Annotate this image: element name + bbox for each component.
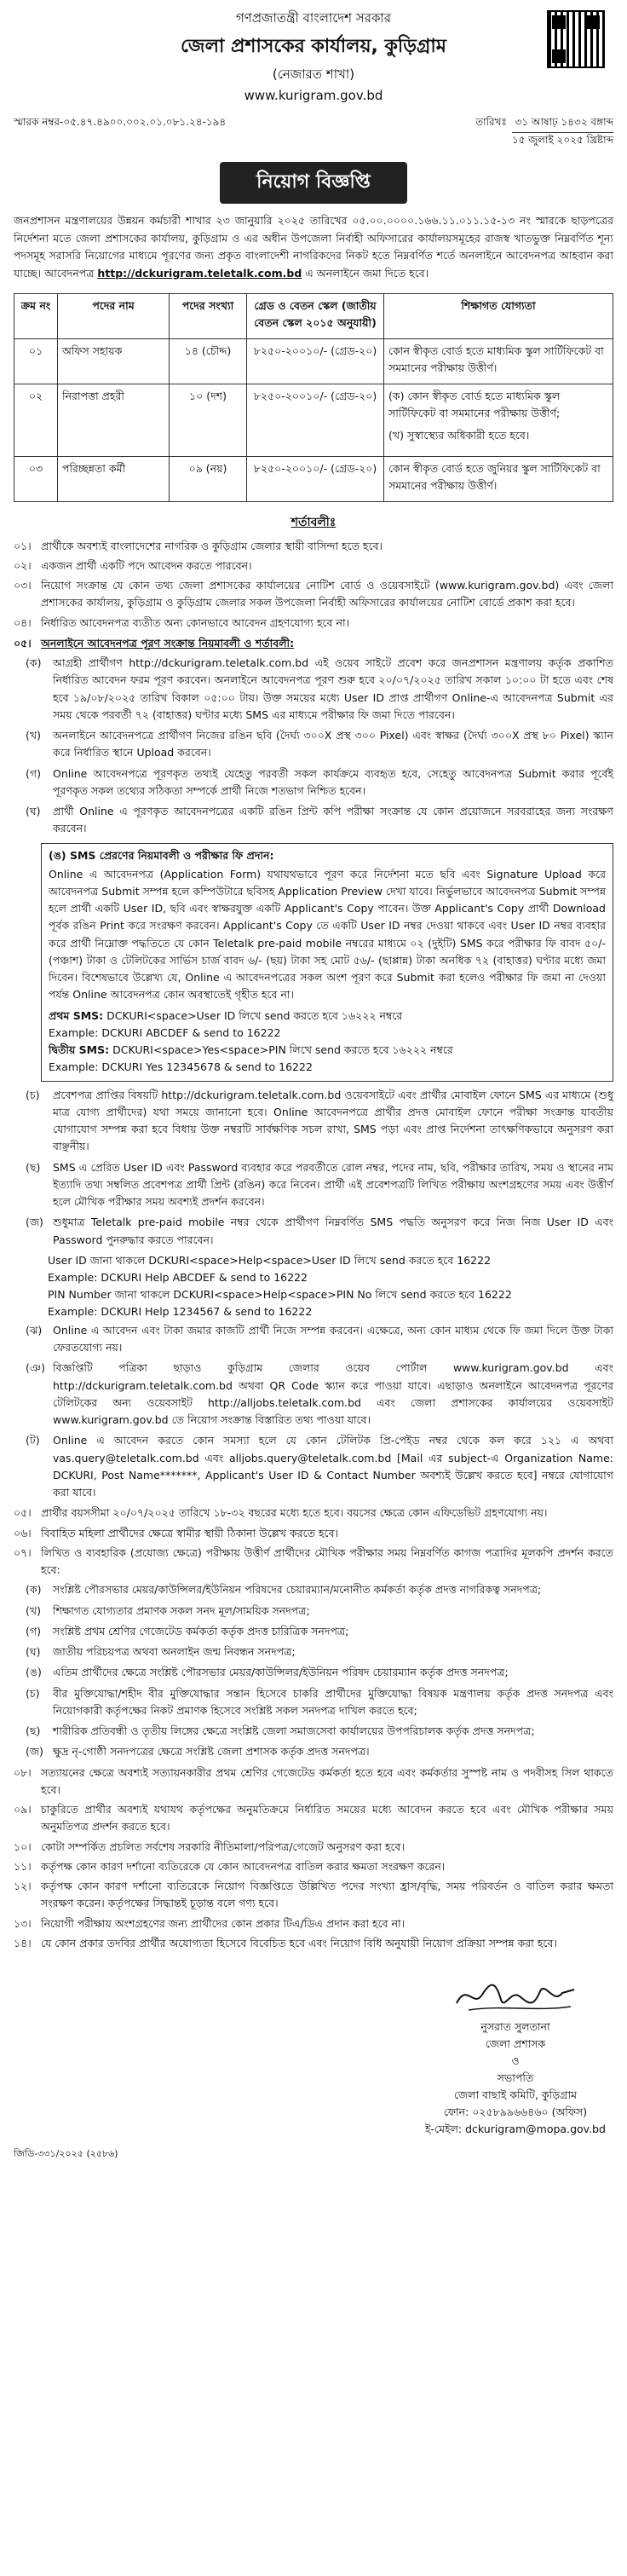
row-post: নিরাপত্তা প্রহরী (58, 384, 170, 456)
rule-item (26, 1159, 613, 1211)
condition-number: ০৬। (14, 1526, 32, 1539)
rule-text: প্রবেশপত্র প্রাপ্তির বিষয়টি http://dckurigram.teletalk.com.bd ওয়েবসাইটে এবং প্রার্থীর মোবাইল ফোনে SMS এর মাধ্যমে (শুধু মাত্র যোগ্য প্রার্থীদের) যথা সময়ে জানানো হবে। Online আবেদনপত্রে প্রার্থীর প্রদত্ত মোবাইল ফোনে পরীক্ষা সংক্রান্ত যাবতীয় যোগাযোগ সম্পন্ন করা হবে বিধায় উক্ত নম্বরটি সার্বক্ষণিক সচল রাখা, SMS পড়া এবং প্রাপ্ত নির্দেশনা তাৎক্ষণিকভাবে অনুসরণ করা বাঞ্ছনীয়। (53, 1088, 613, 1153)
condition-text: যে কোন প্রকার তদবির প্রার্থীর অযোগ্যতা হিসেবে বিবেচিত হবে এবং নিয়োগ বিধি অনুযায়ী নিয়োগ প্রক্রিয়া সম্পন্ন করা হবে। (41, 1936, 557, 1949)
application-url-link[interactable]: http://dckurigram.teletalk.com.bd (97, 266, 302, 280)
document-text: শিক্ষাগত যোগ্যতার প্রমাণক সকল সনদ মূল/সাময়িক সনদপত্র; (53, 1603, 310, 1617)
row-serial: ০৩ (14, 456, 58, 501)
reference-row (14, 115, 613, 150)
condition-number: ১০। (14, 1840, 32, 1853)
letterhead (14, 9, 613, 103)
condition-text: নিয়োগী পরীক্ষায় অংশগ্রহণের জন্য প্রার্থীদের কোন প্রকার টিএ/ডিএ প্রদান করা হবে না। (41, 1916, 406, 1930)
row-count: ১৪ (চৌদ্দ) (170, 338, 247, 384)
row-count: ০৯ (নয়) (170, 456, 247, 501)
condition-item (14, 615, 613, 632)
condition-number: ১১। (14, 1859, 32, 1873)
row-qualification (384, 456, 613, 501)
document-item (26, 1581, 613, 1598)
conditions-list-b (14, 1505, 613, 1579)
intro-text-1: জনপ্রশাসন মন্ত্রণালয়ের উন্নয়ন কর্মচারী শাখার ২৩ জানুয়ারি ২০২৫ তারিখের ০৫.০০.০০০০.১৬৬.১১.০১১.১৫-১৩ নং স্মারকে ছাড়পত্রের নির্দেশনা মতে জেলা প্রশাসকের কার্যালয়, কুড়িগ্রাম ও এর অধীন উপজেলা নির্বাহী অফিসারের কার্যালয়সমূহের রাজস্ব খাতভুক্ত নিম্নবর্ণিত শূন্য পদসমূহ সরাসরি নিয়োগের মাধ্যমে পূরণের জন্য প্রকৃত বাংলাদেশী নাগরিকদের নিকট হতে নিম্নবর্ণিত শর্তে অনলাইনে আবেদনপত্র আহবান করা যাচ্ছে। আবেদনপত্র (14, 214, 613, 280)
rule-text: শুধুমাত্র Teletalk pre-paid mobile নম্বর থেকে প্রার্থীগণ নিম্নবর্ণিত SMS পদ্ধতি অনুসরণ করে নিজ নিজ User ID এবং Password পুনরুদ্ধার করতে পারবেন। (53, 1216, 613, 1246)
qualification-item: (ক) কোন স্বীকৃত বোর্ড হতে মাধ্যমিক স্কুল সার্টিফিকেট বা সমমানের পরীক্ষায় উত্তীর্ণ; (388, 389, 561, 419)
document-item (26, 1664, 613, 1681)
document-text: বীর মুক্তিযোদ্ধা/শহীদ বীর মুক্তিযোদ্ধার সন্তান হিসেবে চাকরি প্রার্থীদের মুক্তিযোদ্ধা বিষয়ক মন্ত্রণালয় কর্তৃক প্রদত্ত সনদপত্র এবং নিয়োগকারী কর্তৃপক্ষের নিকট প্রমাণক হিসেবে সংশ্লিষ্ট সকল সনদপত্র দাখিল করতে হবে; (53, 1686, 613, 1717)
footer (14, 2146, 613, 2163)
condition-number: ০৫। (14, 1506, 32, 1520)
rule-text: বিজ্ঞপ্তিটি পত্রিকা ছাড়াও কুড়িগ্রাম জেলার ওয়েব পোর্টাল www.kurigram.gov.bd এবং http://dckurigram.teletalk.com.bd অথবা QR Code স্ক্যান করে পাওয়া যাবে। এছাড়াও অনলাইনে আবেদনপত্র পূরণের টেলিটকের অন্য ওয়েবসাইট http://alljobs.teletalk.com.bd এবং জেলা প্রশাসকের কার্যালয়ের ওয়েবসাইট www.kurigram.gov.bd তে নিয়োগ সংক্রান্ত বিস্তারিত তথ্য পাওয়া যাবে। (53, 1361, 613, 1426)
document-text: সংশ্লিষ্ট প্রথম শ্রেণির গেজেটেড কর্মকর্তা কর্তৃক প্রদত্ত চারিত্রিক সনদপত্র; (53, 1624, 349, 1637)
document-number: (চ) (26, 1686, 40, 1700)
online-rules-list-3 (14, 1322, 613, 1502)
row-qualification (384, 338, 613, 384)
condition-item (14, 1505, 613, 1522)
rule-number: (ক) (26, 656, 42, 669)
rule-text: Online এ আবেদন করতে কোন সমস্যা হলে যে কোন টেলিটক প্রি-পেইড নম্বর থেকে কল করে ১২১ এ অথবা vas.query@teletalk.com.bd এবং alljobs.query@teletalk.com.bd [Mail এর subject-এ Organization Name: DCKURI, Post Name*******, Applicant's User ID & Contact Number অবশ্যই উল্লেখ করতে হবে] নম্বরে যোগাযোগ করা যাবে। (53, 1434, 613, 1499)
qualification-item: (খ) সুস্বাস্থ্যের অধিকারী হতে হবে। (388, 428, 530, 442)
row-post: অফিস সহায়ক (58, 338, 170, 384)
condition-number: ১৩। (14, 1916, 32, 1930)
branch-name: (নেজারত শাখা) (272, 66, 355, 82)
signatory-designation: জেলা প্রশাসক (485, 2037, 546, 2050)
document-number: (গ) (26, 1624, 41, 1637)
online-rules-list (14, 655, 613, 838)
condition-text: প্রার্থীর বয়সসীমা ২০/০৭/২০২৫ তারিখে ১৮-৩২ বছরের মধ্যে হতে হবে। বয়সের ক্ষেত্রে কোন এফিডেভিট গ্রহণযোগ্য নয়। (41, 1506, 548, 1520)
document-item (26, 1723, 613, 1740)
intro-paragraph (14, 212, 613, 283)
rule-item (26, 1087, 613, 1156)
condition-text: চাকুরিতে প্রার্থীর অবশ্যই যথাযথ কর্তৃপক্ষের অনুমতিক্রমে নির্ধারিত সময়ের মধ্যে আবেদন করতে হবে এবং মৌখিক পরীক্ষার সময় অনুমতিপত্র প্রদর্শন করতে হবে। (41, 1803, 613, 1834)
condition-number: ০২। (14, 558, 32, 572)
rule-text: অনলাইনে আবেদনপত্রে প্রার্থীগণ নিজের রঙিন ছবি (দৈর্ঘ্য ৩০০X প্রস্থ ৩০০ Pixel) এবং স্বাক্ষর (দৈর্ঘ্য ৩০০X প্রস্থ ৮০ Pixel) স্ক্যান করে নির্ধারিত স্থানে Upload করবেন। (53, 729, 613, 760)
first-sms-label: প্রথম SMS: (49, 1008, 104, 1022)
date-bangla: ৩১ আষাঢ় ১৪৩২ বঙ্গাব্দ (515, 116, 613, 128)
second-sms-format: DCKURI<space>Yes<space>PIN লিখে send করতে হবে ১৬২২২ নম্বরে (112, 1043, 453, 1056)
document-number: (ক) (26, 1583, 42, 1597)
handwritten-signature (417, 1972, 613, 2019)
condition-text: প্রার্থীকে অবশ্যই বাংলাদেশের নাগরিক ও কুড়িগ্রাম জেলার স্থায়ী বাসিন্দা হতে হবে। (41, 539, 383, 552)
condition-item (14, 1545, 613, 1580)
condition-item (14, 1839, 613, 1856)
recovery-pin-format: PIN Number জানা থাকলে DCKURI<space>Help<space>PIN No লিখে send করতে হবে 16222 (48, 1287, 512, 1301)
condition-text: সত্যায়নের ক্ষেত্রে অবশ্যই সত্যায়নকারীর প্রথম শ্রেণির গেজেটেড কর্মকর্তা হতে হবে এবং কর্মকর্তার সুস্পষ্ট নাম ও পদবীসহ সিল থাকতে হবে। (41, 1765, 613, 1796)
condition-item (14, 1801, 613, 1836)
row-scale: ৮২৫০-২০০১০/- (গ্রেড-২০) (247, 338, 384, 384)
condition-number: ০৭। (14, 1545, 32, 1559)
condition-number: ১২। (14, 1880, 32, 1892)
rule-item (26, 727, 613, 762)
sms-rules-box (41, 843, 613, 1082)
first-sms-format: DCKURI<space>User ID লিখে send করতে হবে ১৬২২২ নম্বরে (106, 1008, 403, 1022)
qualification-item: কোন স্বীকৃত বোর্ড হতে মাধ্যমিক স্কুল সার্টিফিকেট বা সমমানের পরীক্ষায় উত্তীর্ণ। (388, 344, 604, 374)
sms-rules-text: Online এ আবেদনপত্র (Application Form) যথাযথভাবে পূরণ করে নির্দেশনা মতে ছবি এবং Signature Upload করে আবেদনপত্র Submit সম্পন্ন হলে কম্পিউটারে ছবিসহ Application Preview দেখা যাবে। নির্ভুলভাবে আবেদনপত্র Submit সম্পন্ন হলে প্রার্থী একটি User ID, ছবি এবং স্বাক্ষরযুক্ত একটি Applicant's Copy পাবেন। উক্ত Applicant's Copy প্রার্থী Download পূর্বক রঙিন Print করে সংরক্ষণ করবেন। Applicant's Copy তে একটি User ID নম্বর দেওয়া থাকবে এবং User ID নম্বর ব্যবহার করে প্রার্থী নিম্নোক্ত পদ্ধতিতে যে কোন Teletalk pre-paid mobile নম্বরের মাধ্যমে ০২ (দুইটি) SMS করে পরীক্ষার ফি বাবদ ৫০/- (পঞ্চাশ) টাকা ও টেলিটকের সার্ভিস চার্জ বাবদ ৬/- (ছয়) টাকা সহ মোট ৫৬/- (ছাপ্পান্ন) টাকা অনধিক ৭২ (বাহাত্তর) ঘণ্টার মধ্যে জমা দিবেন। বিশেষভাবে উল্লেখ্য যে, Online এ আবেদনপত্রের সকল অংশ পূরণ করে Submit করা হলেও পরীক্ষার ফি জমা না দেওয়া পর্যন্ত Online আবেদনপত্র কোন অবস্থাতেই গৃহীত হবে না। (49, 867, 606, 1002)
document-item (26, 1603, 613, 1620)
conditions-list-c (14, 1765, 613, 1953)
table-row (14, 456, 613, 501)
condition-item (14, 557, 613, 575)
condition-number: ০১। (14, 539, 32, 552)
office-name: জেলা প্রশাসকের কার্যালয়, কুড়িগ্রাম (180, 36, 447, 57)
notice-title: নিয়োগ বিজ্ঞপ্তি (220, 162, 407, 204)
vacancy-table (14, 293, 613, 502)
rule-number: (চ) (26, 1088, 40, 1101)
qr-code-icon[interactable] (547, 10, 605, 68)
rule-item (26, 765, 613, 800)
memo-number: স্মারক নম্বর-০৫.৪৭.৪৯০০.০০২.০১.০৮১.২৪-১৯৪ (14, 116, 227, 128)
document-number: (ছ) (26, 1724, 41, 1737)
row-post: পরিচ্ছন্নতা কর্মী (58, 456, 170, 501)
date-label: তারিখঃ (475, 116, 507, 128)
rule-item (26, 1322, 613, 1357)
condition-text: নিয়োগ সংক্রান্ত যে কোন তথ্য জেলা প্রশাসকের কার্যালয়ের নোটিশ বোর্ড ও ওয়েবসাইটে (www.kurigram.gov.bd) এবং জেলা প্রশাসকের কার্যালয়, কুড়িগ্রাম ও কুড়িগ্রাম জেলার সকল উপজেলা নির্বাহী অফিসারের কার্যালয়ের নোটিশ বোর্ডে প্রকাশ করা হবে। (41, 579, 613, 609)
rule-item (26, 655, 613, 724)
recovery-pin-example: Example: DCKURI Help 1234567 & send to 16222 (48, 1304, 313, 1318)
document-text: জাতীয় পরিচয়পত্র অথবা অনলাইন জন্ম নিবন্ধন সনদপত্র; (53, 1645, 296, 1658)
document-item (26, 1743, 613, 1760)
row-qualification (384, 384, 613, 456)
rule-number: (গ) (26, 766, 41, 780)
condition-number: ০৪। (14, 615, 32, 629)
condition-item (14, 538, 613, 555)
document-item (26, 1643, 613, 1661)
recovery-userid-example: Example: DCKURI Help ABCDEF & send to 16222 (48, 1270, 308, 1284)
rule-item (26, 1360, 613, 1429)
table-row (14, 384, 613, 456)
rule-number: (ঘ) (26, 805, 41, 817)
first-sms-example: Example: DCKURI ABCDEF & send to 16222 (49, 1025, 281, 1039)
second-sms-example: Example: DCKURI Yes 12345678 & send to 16222 (49, 1060, 313, 1073)
rule-item (26, 803, 613, 838)
condition-text: কর্তৃপক্ষ কোন কারণ দর্শানো ব্যতিরেকে নিয়োগ বিজ্ঞপ্তিতে উল্লিখিত পদের সংখ্যা হ্রাস/বৃদ্ধি, সময় পরিবর্তন ও বাতিল করার ক্ষমতা সংরক্ষণ করেন। কর্তৃপক্ষের সিদ্ধান্তই চূড়ান্ত বলে গণ্য হবে। (41, 1880, 613, 1910)
signatory-committee: জেলা বাছাই কমিটি, কুড়িগ্রাম (453, 2088, 578, 2101)
header-post: পদের নাম (58, 293, 170, 338)
condition-text: কোটা সম্পর্কিত প্রচলিত সর্বশেষ সরকারি নীতিমালা/পরিপত্র/গেজেট অনুসরণ করা হবে। (41, 1840, 405, 1853)
rule-text: আগ্রহী প্রার্থীগণ http://dckurigram.teletalk.com.bd এই ওয়েব সাইটে প্রবেশ করে জনপ্রশাসন মন্ত্রণালয় কর্তৃক প্রকাশিত নির্ধারিত আবেদন ফরম পূরণ করবেন। অনলাইনে আবেদনপত্র পূরণ শুরু হবে ২০/০৭/২০২৫ তারিখ সকাল ১০:০০ টা হতে এবং শেষ হবে ১৯/০৮/২০২৫ তারিখ বিকাল ০৫:০০ টায়। উক্ত সময়ের মধ্যে User ID প্রাপ্ত প্রার্থীগণ Online-এ আবেদনপত্র Submit এর সময় থেকে পরবর্তী ৭২ (বাহাত্তর) ঘণ্টার মধ্যে SMS এর মাধ্যমে পরীক্ষার ফি জমা দিতে পারবেন। (53, 656, 613, 721)
rule-number: (ঝ) (26, 1323, 43, 1337)
document-item (26, 1623, 613, 1640)
document-number: (খ) (26, 1603, 41, 1617)
header-count: পদের সংখ্যা (170, 293, 247, 338)
date-english: ১৫ জুলাই ২০২৫ খ্রিষ্টাব্দ (512, 132, 613, 150)
recovery-userid-format: User ID জানা থাকলে DCKURI<space>Help<space>User ID লিখে send করতে হবে 16222 (48, 1253, 492, 1267)
table-row (14, 338, 613, 384)
signatory-email[interactable]: ই-মেইল: dckurigram@mopa.gov.bd (425, 2123, 606, 2135)
condition-item (14, 1915, 613, 1932)
header-qualification: শিক্ষাগত যোগ্যতা (384, 293, 613, 338)
condition-number: ০৮। (14, 1765, 32, 1779)
condition-text: বিবাহিত মহিলা প্রার্থীদের ক্ষেত্রে স্বামীর স্থায়ী ঠিকানা উল্লেখ করতে হবে। (41, 1526, 338, 1539)
signatory-name: নুসরাত সুলতানা (480, 2020, 550, 2033)
condition-item (14, 1858, 613, 1875)
rule-number: (খ) (26, 729, 41, 742)
condition-item (14, 577, 613, 612)
row-serial: ০২ (14, 384, 58, 456)
second-sms-label: দ্বিতীয় SMS: (49, 1043, 110, 1056)
document-text: এতিম প্রার্থীদের ক্ষেত্রে সংশ্লিষ্ট পৌরসভার মেয়র/কাউন্সিলর/ইউনিয়ন পরিষদ চেয়ারম্যান কর্তৃক প্রদত্ত সনদপত্র; (53, 1666, 509, 1679)
row-scale: ৮২৫০-২০০১০/- (গ্রেড-২০) (247, 384, 384, 456)
document-text: শারীরিক প্রতিবন্ধী ও তৃতীয় লিঙ্গের ক্ষেত্রে সংশ্লিষ্ট জেলা সমাজসেবা কার্যালয়ের উপপরিচালক কর্তৃক প্রদত্ত সনদপত্র; (53, 1724, 535, 1737)
document-text: সংশ্লিষ্ট পৌরসভার মেয়র/কাউন্সিলর/ইউনিয়ন পরিষদের চেয়ারম্যান/মনোনীত কর্মকর্তা কর্তৃক প্রদত্ত নাগরিকত্ব সনদপত্র; (53, 1583, 542, 1597)
conditions-title: শর্তাবলীঃ (290, 515, 337, 529)
condition-number: ১৪। (14, 1936, 32, 1949)
condition-text: একজন প্রার্থী একটি পদে আবেদন করতে পারবেন। (41, 558, 252, 572)
document-page (14, 0, 613, 2163)
row-scale: ৮২৫০-২০০১০/- (গ্রেড-২০) (247, 456, 384, 501)
signatory-role: সভাপতি (497, 2071, 534, 2084)
rule-item (26, 1432, 613, 1501)
header-serial: ক্রম নং (14, 293, 58, 338)
condition-text: কর্তৃপক্ষ কোন কারণ দর্শানো ব্যতিরেকে যে কোন আবেদনপত্র বাতিল করার ক্ষমতা সংরক্ষণ করেন। (41, 1859, 446, 1873)
signatory-phone: ফোন: ০২৫৮৯৯৬৬৪৬০ (অফিস) (443, 2105, 588, 2118)
recovery-instructions (48, 1252, 613, 1320)
rule-number: (ছ) (26, 1160, 41, 1174)
condition-number: ০৩। (14, 579, 32, 592)
documents-list (14, 1581, 613, 1760)
intro-text-2: এ অনলাইনে জমা দিতে হবে। (305, 266, 429, 280)
conditions-list-a (14, 538, 613, 632)
rule-text: SMS এ প্রেরিত User ID এবং Password ব্যবহার করে পরবর্তীতে রোল নম্বর, পদের নাম, ছবি, পরীক্ষার তারিখ, সময় ও স্থানের নাম ইত্যাদি তথ্য সম্বলিত প্রবেশপত্র প্রার্থী প্রিন্ট (রঙিন) করে নিবেন। প্রার্থী এই প্রবেশপত্রটি লিখিত পরীক্ষায় অংশগ্রহণের সময় এবং উত্তীর্ণ হলে মৌখিক পরীক্ষার সময় অবশ্যই প্রদর্শন করবেন। (53, 1160, 613, 1208)
government-name: গণপ্রজাতন্ত্রী বাংলাদেশ সরকার (235, 10, 392, 26)
condition-item (14, 1878, 613, 1913)
document-number: (ঙ) (26, 1666, 42, 1679)
document-item (26, 1685, 613, 1720)
row-count: ১০ (দশ) (170, 384, 247, 456)
condition-item (14, 1525, 613, 1542)
sms-rules-heading: (ঙ) SMS প্রেরণের নিয়মাবলী ও পরীক্ষার ফি প্রদান: (49, 848, 274, 862)
vacancy-table-header (14, 293, 613, 338)
qualification-item: কোন স্বীকৃত বোর্ড হতে জুনিয়র স্কুল সার্টিফিকেট বা সমমানের পরীক্ষায় উত্তীর্ণ। (388, 461, 601, 492)
condition-item (14, 1935, 613, 1952)
signature-area (14, 1972, 613, 2138)
rule-number: (ঞ) (26, 1361, 45, 1375)
signatory-and: ও (511, 2054, 520, 2067)
condition-text: লিখিত ও ব্যবহারিক (প্রযোজ্য ক্ষেত্রে) পরীক্ষায় উত্তীর্ণ প্রার্থীদের মৌখিক পরীক্ষার সময় নিম্নবর্ণিত কাগজ পত্রাদির মূলকপি প্রদর্শন করতে হবে: (41, 1545, 613, 1576)
office-website[interactable]: www.kurigram.gov.bd (244, 88, 383, 103)
rule-number: (জ) (26, 1216, 43, 1229)
document-text: ক্ষুদ্র নৃ-গোষ্ঠী সনদপত্রের ক্ষেত্রে সংশ্লিষ্ট জেলা প্রশাসক কর্তৃক প্রদত্ত সনদপত্র। (53, 1745, 370, 1759)
online-rules-list-2 (14, 1087, 613, 1249)
row-serial: ০১ (14, 338, 58, 384)
rule-number: (ট) (26, 1434, 40, 1447)
rule-text: Online এ আবেদন এবং টাকা জমার কাজটি প্রার্থী নিজে সম্পন্ন করবেন। এক্ষেত্রে, অন্য কোন মাধ্যম থেকে ফি জমা দিলে উক্ত টাকা ফেরতযোগ্য নয়। (53, 1323, 613, 1354)
condition-number: ০৯। (14, 1803, 32, 1816)
condition-text: নির্ধারিত আবেদনপত্র ব্যতীত অন্য কোনভাবে আবেদন গ্রহণযোগ্য হবে না। (41, 615, 350, 629)
rule-text: Online আবেদনপত্রে পূরণকৃত তথ্যই যেহেতু পরবর্তী সকল কার্যক্রমে ব্যবহৃত হবে, সেহেতু আবেদনপত্র Submit করার পূর্বেই পূরণকৃত সকল তথ্যের সঠিকতা সম্পর্কে প্রার্থী নিজে শতভাগ নিশ্চিত হবেন। (53, 766, 613, 797)
document-number: (জ) (26, 1745, 43, 1759)
online-rules-heading: ০৫। অনলাইনে আবেদনপত্র পূরণ সংক্রান্ত নিয়মাবলী ও শর্তাবলী: (14, 635, 613, 652)
signature-block (417, 1972, 613, 2138)
rule-item (26, 1214, 613, 1249)
rule-text: প্রার্থী Online এ পূরণকৃত আবেদনপত্রের একটি রঙিন প্রিন্ট কপি পরীক্ষা সংক্রান্ত যে কোন প্রয়োজনে সরবরাহের জন্য সংরক্ষণ করবেন। (53, 805, 613, 835)
footer-code: জিডি-৩৩১/২০২৫ (২৫৮৬) (14, 2148, 118, 2159)
online-rules-title: অনলাইনে আবেদনপত্র পূরণ সংক্রান্ত নিয়মাবলী ও শর্তাবলী: (41, 636, 295, 650)
condition-item (14, 1765, 613, 1799)
document-number: (ঘ) (26, 1645, 41, 1658)
header-scale: গ্রেড ও বেতন স্কেল (জাতীয় বেতন স্কেল ২০১৫ অনুযায়ী) (247, 293, 384, 338)
